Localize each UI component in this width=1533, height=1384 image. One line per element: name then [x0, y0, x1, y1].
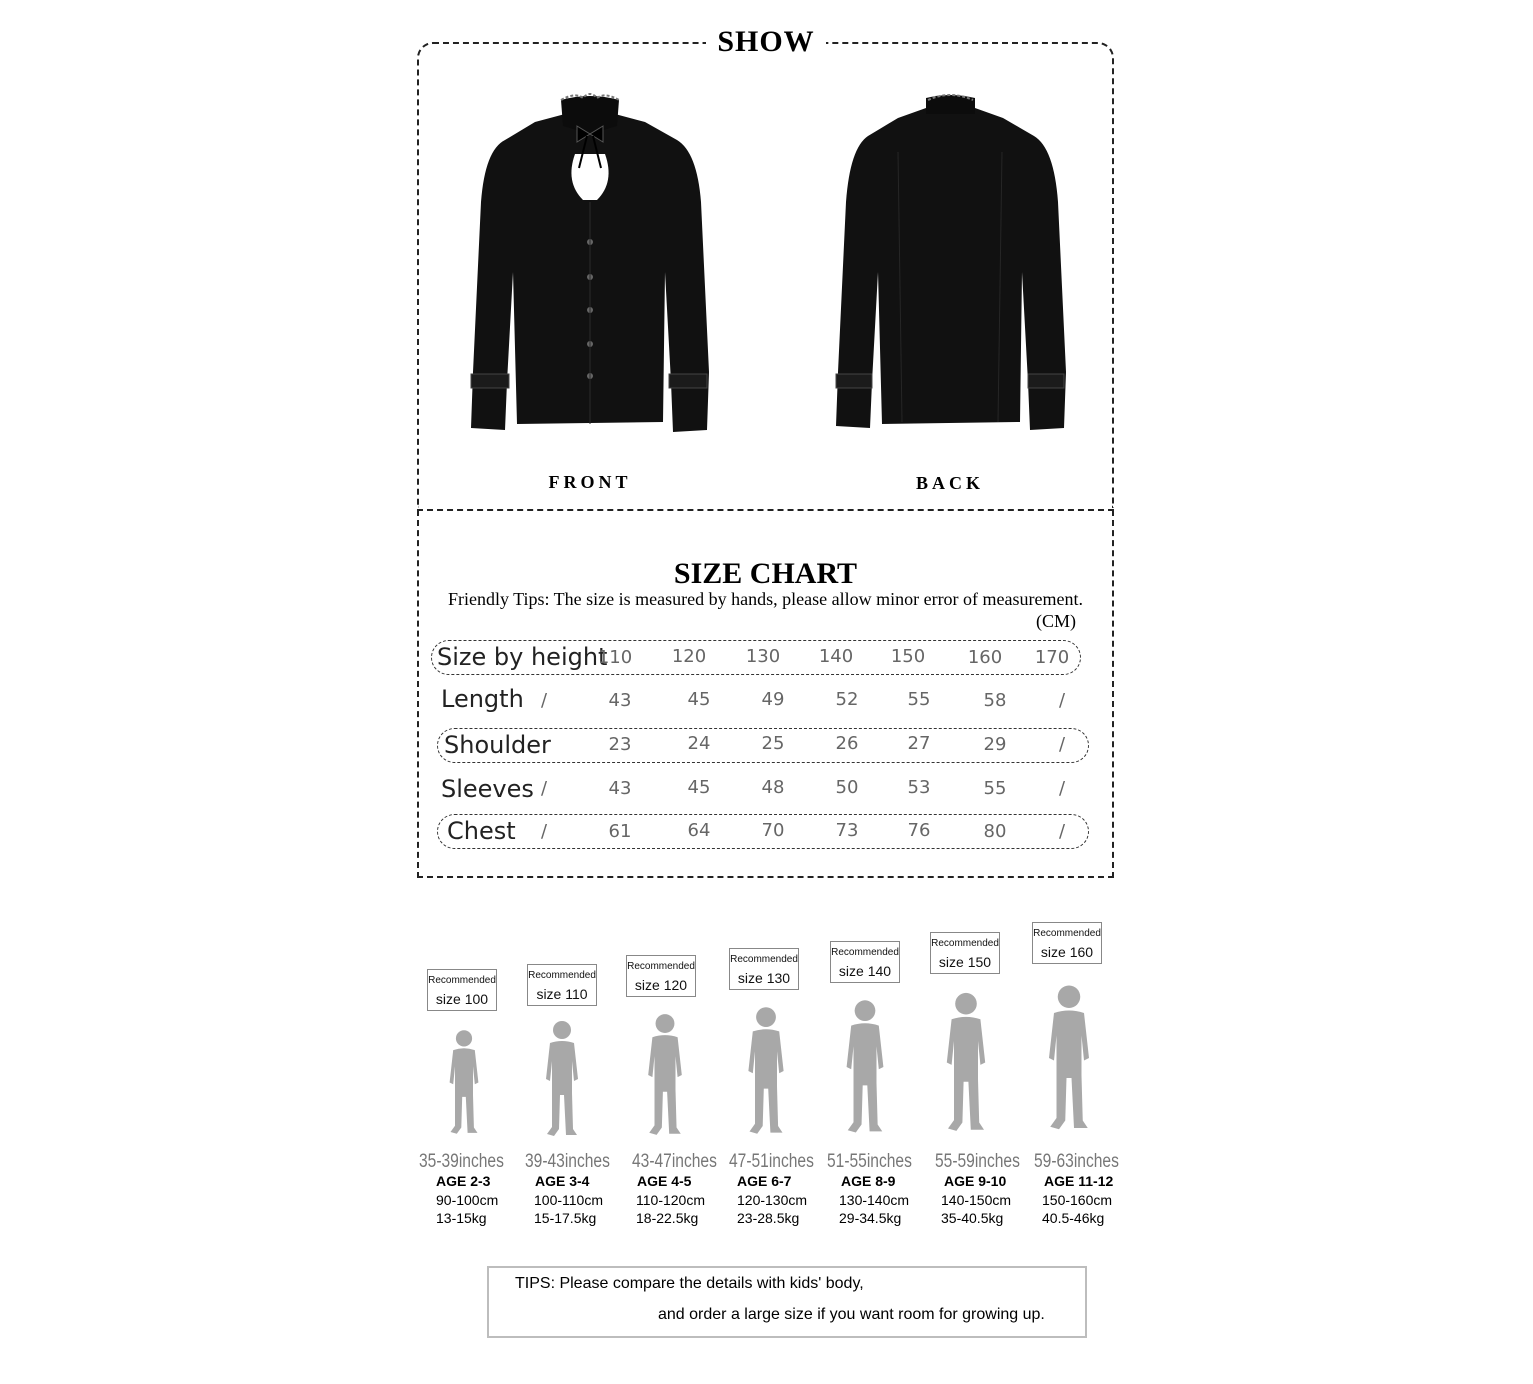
kid-silhouette-icon — [942, 985, 990, 1140]
recommended-label: Recommended — [931, 938, 999, 949]
kid-silhouette-icon — [542, 1018, 582, 1140]
cell-sleeves: 45 — [687, 777, 711, 798]
recommended-box — [626, 955, 696, 997]
cell-chest: / — [1058, 821, 1066, 842]
weight-kg: 15-17.5kg — [534, 1210, 597, 1226]
height-inches: 55-59inches — [935, 1151, 1020, 1172]
size-chart-unit: (CM) — [1036, 611, 1076, 631]
height-cm: 90-100cm — [436, 1192, 499, 1208]
size-chart-tips: Friendly Tips: The size is measured by hands, please allow minor error of measurement. — [447, 589, 1084, 609]
cell-chest: 64 — [687, 820, 711, 841]
kid-silhouette-icon — [842, 994, 888, 1140]
recommended-size: size 110 — [536, 986, 588, 1002]
age-range: AGE 2-3 — [436, 1173, 491, 1189]
cell-shoulder: 26 — [835, 733, 859, 754]
cell-length: / — [1058, 690, 1066, 711]
row-label-chest: Chest — [447, 817, 516, 845]
cell-chest: 70 — [761, 820, 785, 841]
row-label-shoulder: Shoulder — [444, 731, 551, 759]
cell-shoulder: 25 — [761, 733, 785, 754]
height-inches: 39-43inches — [525, 1151, 610, 1172]
height-inches: 43-47inches — [632, 1151, 717, 1172]
cell-height: 170 — [1034, 647, 1070, 668]
height-inches: 35-39inches — [419, 1151, 504, 1172]
size-chart-title: SIZE CHART — [673, 557, 858, 590]
cell-height: 120 — [671, 646, 707, 667]
recommended-size: size 120 — [634, 977, 688, 993]
weight-kg: 40.5-46kg — [1042, 1210, 1105, 1226]
height-inches: 47-51inches — [729, 1151, 814, 1172]
age-range: AGE 6-7 — [737, 1173, 792, 1189]
weight-kg: 18-22.5kg — [636, 1210, 699, 1226]
cell-height: 150 — [890, 646, 926, 667]
kid-silhouette-icon — [1044, 976, 1094, 1140]
row-label-height: Size by height — [437, 643, 608, 671]
recommended-box — [830, 941, 900, 983]
tips-line-2: and order a large size if you want room for growing up. — [658, 1306, 1045, 1323]
cell-chest: 73 — [835, 820, 859, 841]
cell-shoulder: 29 — [983, 734, 1007, 755]
cell-length: 58 — [983, 690, 1007, 711]
recommended-box — [527, 964, 597, 1006]
recommended-size: size 150 — [938, 954, 992, 970]
cell-shoulder: 24 — [687, 733, 711, 754]
cell-length: 43 — [608, 690, 632, 711]
cell-height: 140 — [818, 646, 854, 667]
height-cm: 140-150cm — [941, 1192, 1012, 1208]
cell-shoulder: / — [1058, 734, 1066, 755]
age-range: AGE 8-9 — [841, 1173, 896, 1189]
age-range: AGE 9-10 — [944, 1173, 1007, 1189]
weight-kg: 35-40.5kg — [941, 1210, 1004, 1226]
recommended-box — [427, 969, 497, 1011]
kid-silhouette-icon — [644, 1010, 686, 1140]
shirt-front-image — [465, 92, 715, 437]
cell-chest: / — [540, 821, 548, 842]
cell-sleeves: 53 — [907, 777, 931, 798]
shirt-back-image — [828, 92, 1073, 437]
recommended-size: size 160 — [1040, 944, 1094, 960]
height-inches: 51-55inches — [827, 1151, 912, 1172]
age-range: AGE 4-5 — [637, 1173, 692, 1189]
back-label: BACK — [915, 473, 984, 493]
front-label: FRONT — [548, 472, 632, 492]
recommended-label: Recommended — [831, 947, 899, 958]
cell-height: 110 — [597, 647, 633, 668]
cell-chest: 76 — [907, 820, 931, 841]
age-range: AGE 3-4 — [535, 1173, 590, 1189]
cell-length: 45 — [687, 689, 711, 710]
cell-sleeves: 43 — [608, 778, 632, 799]
kid-silhouette-icon — [446, 1025, 482, 1140]
recommended-size: size 130 — [737, 970, 791, 986]
row-label-sleeves: Sleeves — [441, 775, 534, 803]
height-inches: 59-63inches — [1034, 1151, 1119, 1172]
height-cm: 120-130cm — [737, 1192, 808, 1208]
height-cm: 130-140cm — [839, 1192, 910, 1208]
height-cm: 110-120cm — [636, 1192, 706, 1208]
cell-sleeves: / — [1058, 778, 1066, 799]
recommended-size: size 140 — [838, 963, 892, 979]
recommended-box — [729, 948, 799, 990]
height-cm: 100-110cm — [534, 1192, 604, 1208]
cell-sleeves: 48 — [761, 777, 785, 798]
age-range: AGE 11-12 — [1044, 1173, 1114, 1189]
recommended-label: Recommended — [730, 954, 798, 965]
weight-kg: 23-28.5kg — [737, 1210, 800, 1226]
show-title: SHOW — [706, 24, 826, 60]
weight-kg: 29-34.5kg — [839, 1210, 902, 1226]
weight-kg: 13-15kg — [436, 1210, 487, 1226]
cell-sleeves: / — [540, 778, 548, 799]
kid-silhouette-icon — [744, 1002, 788, 1140]
recommended-box — [930, 932, 1000, 974]
recommended-box — [1032, 922, 1102, 964]
cell-sleeves: 50 — [835, 777, 859, 798]
cell-length: 49 — [761, 689, 785, 710]
cell-height: 130 — [745, 646, 781, 667]
recommended-label: Recommended — [528, 970, 596, 981]
cell-height: 160 — [967, 647, 1003, 668]
tips-line-1: TIPS: Please compare the details with kids' body, — [515, 1275, 864, 1292]
recommended-size: size 100 — [435, 991, 489, 1007]
cell-length: / — [540, 690, 548, 711]
height-cm: 150-160cm — [1042, 1192, 1113, 1208]
recommended-label: Recommended — [428, 975, 496, 986]
cell-sleeves: 55 — [983, 778, 1007, 799]
cell-shoulder: 23 — [608, 734, 632, 755]
recommended-label: Recommended — [1033, 928, 1101, 939]
cell-shoulder: 27 — [907, 733, 931, 754]
row-label-length: Length — [441, 685, 524, 713]
cell-chest: 61 — [608, 821, 632, 842]
cell-length: 55 — [907, 689, 931, 710]
recommended-label: Recommended — [627, 961, 695, 972]
cell-chest: 80 — [983, 821, 1007, 842]
cell-length: 52 — [835, 689, 859, 710]
